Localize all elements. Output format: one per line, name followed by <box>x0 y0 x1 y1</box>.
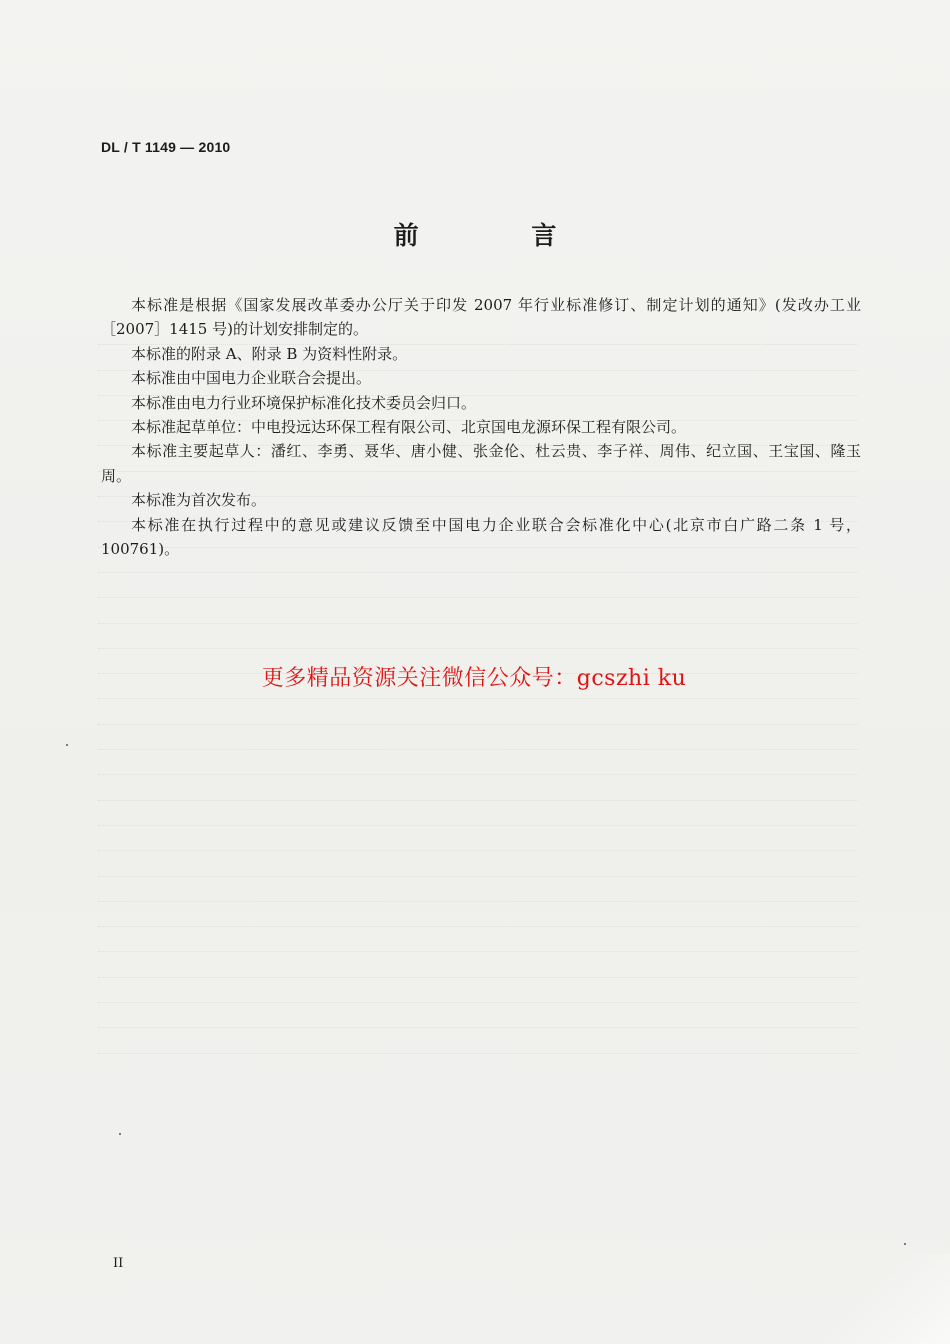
bleed-through-line <box>98 598 858 623</box>
paragraph: 本标准在执行过程中的意见或建议反馈至中国电力企业联合会标准化中心(北京市白广路二条 1 号，100761)。 <box>101 515 861 559</box>
bleed-through-line <box>98 902 858 927</box>
bleed-through-line <box>98 877 858 902</box>
page-title: 前 言 <box>393 221 609 250</box>
scan-speck <box>66 744 68 746</box>
bleed-through-line <box>98 952 858 977</box>
bleed-through-line <box>98 573 858 598</box>
bleed-through-line <box>98 1028 858 1053</box>
bleed-through-line <box>98 801 858 826</box>
paragraph: 本标准的附录 A、附录 B 为资料性附录。 <box>131 344 408 363</box>
scan-speck <box>904 1243 906 1245</box>
scan-edge <box>740 1254 950 1344</box>
bleed-through-line <box>98 927 858 952</box>
paragraph: 本标准主要起草人：潘红、李勇、聂华、唐小健、张金伦、杜云贵、李子祥、周伟、纪立国、王宝国、隆玉周。 <box>101 442 861 485</box>
paragraph: 本标准由电力行业环境保护标准化技术委员会归口。 <box>131 393 477 412</box>
page-number: II <box>113 1256 124 1271</box>
watermark-text: 更多精品资源关注微信公众号：gcszhi ku <box>261 666 687 691</box>
bleed-through-line <box>98 699 858 724</box>
paragraph: 本标准由中国电力企业联合会提出。 <box>131 369 372 388</box>
bleed-through-line <box>98 978 858 1003</box>
paragraph: 本标准起草单位：中电投远达环保工程有限公司、北京国电龙源环保工程有限公司。 <box>131 418 687 437</box>
bleed-through-line <box>98 851 858 876</box>
bleed-through-line <box>98 725 858 750</box>
standard-code: DL / T 1149 — 2010 <box>101 139 231 155</box>
bleed-through-line <box>98 775 858 800</box>
paragraph: 本标准是根据《国家发展改革委办公厅关于印发 2007 年行业标准修订、制定计划的通知》(发改办工业［2007］1415 号)的计划安排制定的。 <box>101 296 861 339</box>
preface-body <box>101 293 861 561</box>
bleed-through-line <box>98 826 858 851</box>
paragraph: 本标准为首次发布。 <box>131 491 267 510</box>
bleed-through-line <box>98 1003 858 1028</box>
scan-speck <box>119 1133 121 1135</box>
bleed-through-line <box>98 624 858 649</box>
bleed-through-line <box>98 750 858 775</box>
